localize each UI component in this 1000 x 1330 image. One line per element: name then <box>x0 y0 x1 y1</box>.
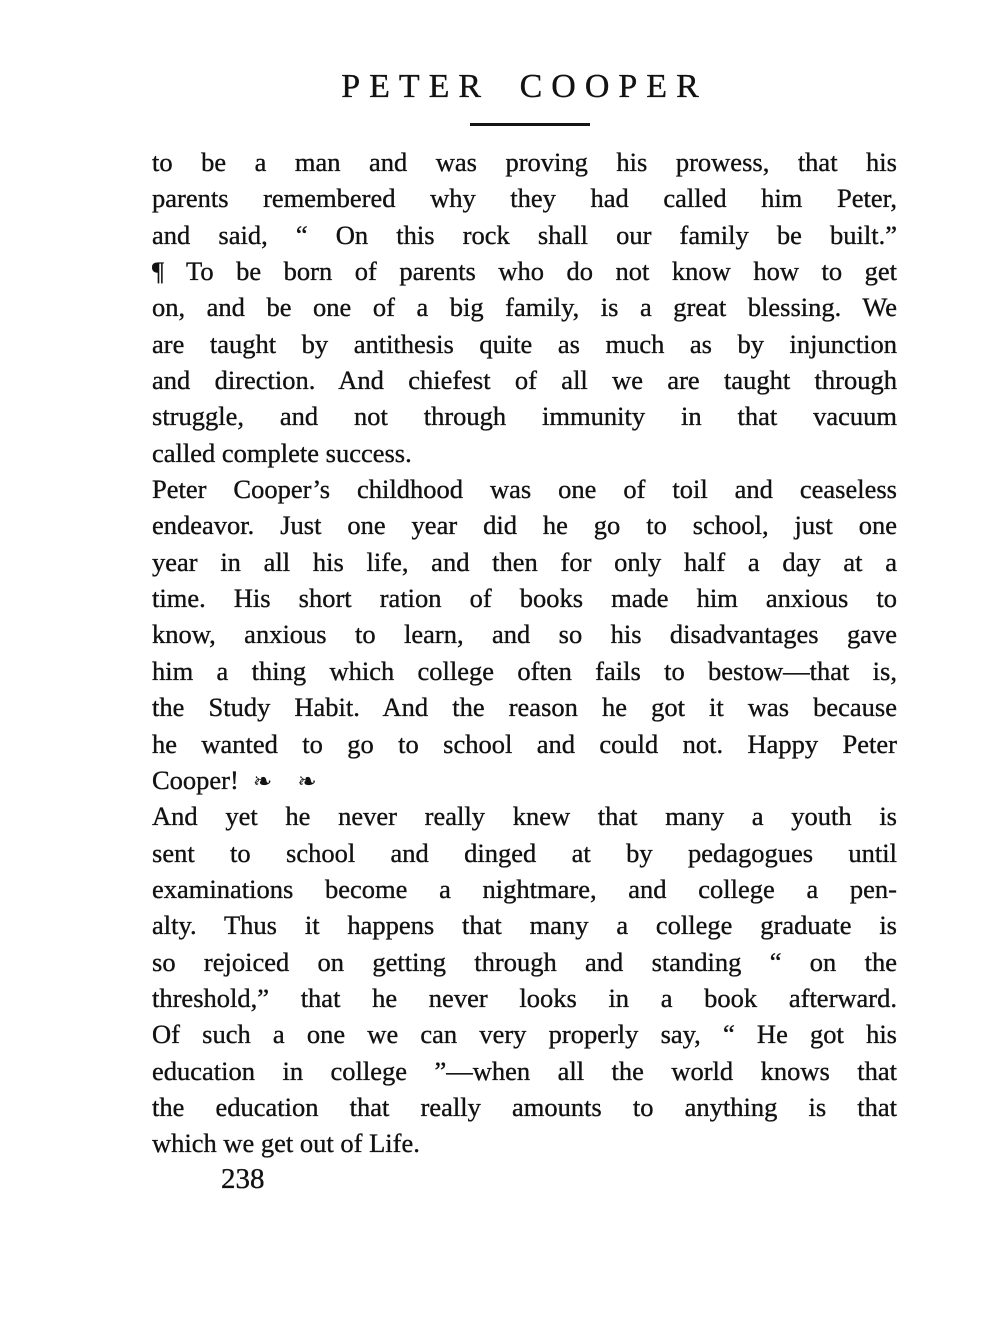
text-line <box>152 507 897 543</box>
text-line <box>152 544 897 580</box>
page-title: PETER COOPER <box>341 68 708 105</box>
title-rule <box>470 123 590 126</box>
text-line <box>152 1089 897 1125</box>
text-line-content: endeavor. Just one year did he go to school, just one <box>152 510 897 541</box>
text-line-content: called complete success. <box>152 437 412 468</box>
text-line-content: him a thing which college often fails to bestow—that is, <box>152 655 897 686</box>
text-line-content: and direction. And chiefest of all we are taught through <box>152 365 897 396</box>
text-line <box>152 798 897 834</box>
fleuron-ornament-icon: ❧ ❧ <box>252 768 326 795</box>
text-line <box>152 398 897 434</box>
text-line-content: Peter Cooper’s childhood was one of toil and ceaseless <box>152 474 897 505</box>
text-line-content: year in all his life, and then for only half a day at a <box>152 546 897 577</box>
text-line-content: to be a man and was proving his prowess, that his <box>152 147 897 177</box>
text-line <box>152 180 897 216</box>
text-line-content: struggle, and not through immunity in that vacuum <box>152 401 897 432</box>
text-line-content: know, anxious to learn, and so his disadvantages gave <box>152 619 897 650</box>
text-line <box>152 871 897 907</box>
text-line <box>152 362 897 398</box>
text-line-content: Of such a one we can very properly say, “ He got his <box>152 1019 897 1050</box>
text-line <box>152 289 897 325</box>
text-line <box>152 253 897 289</box>
text-line <box>152 980 897 1016</box>
text-line-content: threshold,” that he never looks in a book afterward. <box>152 982 897 1013</box>
text-line <box>152 471 897 507</box>
text-line-content: Cooper! <box>152 764 239 795</box>
text-line <box>152 580 897 616</box>
text-line <box>152 762 897 798</box>
text-line <box>152 653 897 689</box>
text-line <box>152 326 897 362</box>
text-line <box>152 907 897 943</box>
text-line <box>152 1016 897 1052</box>
text-line-content: he wanted to go to school and could not. Happy Peter <box>152 728 897 759</box>
text-line <box>152 689 897 725</box>
text-line-content: alty. Thus it happens that many a college graduate is <box>152 910 897 941</box>
text-line <box>152 835 897 871</box>
text-line-content: time. His short ration of books made him anxious to <box>152 583 897 614</box>
text-line-content: sent to school and dinged at by pedagogues until <box>152 837 897 868</box>
page-number: 238 <box>221 1163 265 1195</box>
text-line <box>152 726 897 762</box>
text-line-content: and said, “ On this rock shall our family be built.” <box>152 219 897 250</box>
text-line-content: And yet he never really knew that many a youth is <box>152 801 897 832</box>
text-line <box>152 217 897 253</box>
text-line <box>152 616 897 652</box>
text-line <box>152 944 897 980</box>
text-line <box>152 144 897 180</box>
text-line-content: the education that really amounts to anything is that <box>152 1091 897 1122</box>
body-text <box>152 144 897 1162</box>
text-line-content: the Study Habit. And the reason he got it was because <box>152 692 897 723</box>
text-line-content: so rejoiced on getting through and standing “ on the <box>152 946 897 977</box>
text-line-content: examinations become a nightmare, and college a pen- <box>152 873 897 904</box>
text-line-content: which we get out of Life. <box>152 1128 420 1159</box>
text-line-content: on, and be one of a big family, is a great blessing. We <box>152 292 897 323</box>
text-line <box>152 435 897 471</box>
text-line-content: are taught by antithesis quite as much as by injunction <box>152 328 897 359</box>
text-line-content: parents remembered why they had called him Peter, <box>152 183 897 214</box>
text-line-content: ¶ To be born of parents who do not know how to get <box>152 256 897 287</box>
text-line-content: education in college ”—when all the world knows that <box>152 1055 897 1086</box>
text-line <box>152 1053 897 1089</box>
text-line <box>152 1125 897 1161</box>
